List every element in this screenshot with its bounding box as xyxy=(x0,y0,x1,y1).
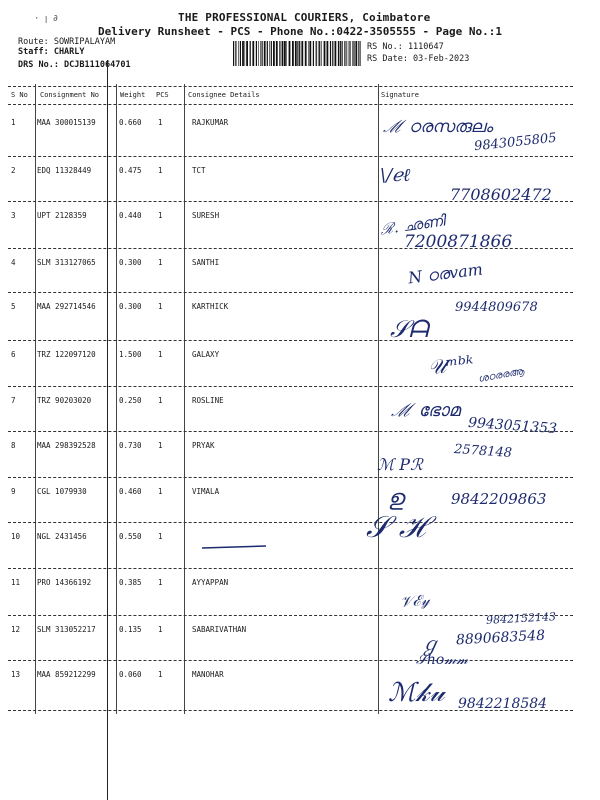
handwritten-phone: 9842218584 xyxy=(458,696,548,712)
handwritten-signature: 𝒱ℰ𝓎 xyxy=(399,590,431,612)
row-pcs: 1 xyxy=(158,166,163,175)
row-consignment-number: TRZ 122097120 xyxy=(37,350,96,359)
row-weight: 0.440 xyxy=(119,211,142,220)
handwritten-signature: ℳ ഭോമ xyxy=(391,400,460,421)
row-consignment-number: MAA 300015139 xyxy=(37,118,96,127)
row-sno: 9 xyxy=(11,487,16,496)
row-separator xyxy=(8,340,573,341)
handwritten-signature: ℳ Pℛ xyxy=(377,455,423,474)
row-consignment-number: NGL 2431456 xyxy=(37,532,87,541)
row-pcs: 1 xyxy=(158,211,163,220)
row-separator xyxy=(8,477,573,478)
row-separator xyxy=(8,568,573,569)
handwritten-signature: ℳ𝓀𝓊 xyxy=(388,678,445,708)
row-sno: 13 xyxy=(11,670,21,679)
row-separator xyxy=(8,156,573,157)
row-consignment-number: TRZ 90203020 xyxy=(37,396,92,405)
header-pcs: PCS xyxy=(156,91,169,99)
row-weight: 1.500 xyxy=(119,350,142,359)
handwritten-note: ശഠരരആ xyxy=(477,366,525,385)
handwritten-phone: 7708602472 xyxy=(450,185,552,204)
header-sno: S No xyxy=(11,91,28,99)
row-consignment-number: CGL 1079930 xyxy=(37,487,87,496)
row-consignee: PRYAK xyxy=(192,441,215,450)
row-sno: 7 xyxy=(11,396,16,405)
row-pcs: 1 xyxy=(158,441,163,450)
row-consignee: RAJKUMAR xyxy=(192,118,229,127)
row-consignment-number: MAA 298392528 xyxy=(37,441,96,450)
drs-number: DRS No.: DCJB111064701 xyxy=(18,60,131,70)
row-pcs: 1 xyxy=(158,670,163,679)
row-sno: 11 xyxy=(11,578,21,587)
row-pcs: 1 xyxy=(158,625,163,634)
handwritten-signature: 𝒮ᗩ xyxy=(390,315,429,343)
handwritten-signature: ℛ. ഛണി xyxy=(379,211,446,239)
row-separator xyxy=(8,386,573,387)
row-pcs: 1 xyxy=(158,302,163,311)
route-label: Route: SOWRIPALAYAM xyxy=(18,37,116,47)
row-sno: 12 xyxy=(11,625,21,634)
handwritten-phone: 7200871866 xyxy=(404,232,513,252)
row-weight: 0.460 xyxy=(119,487,142,496)
header-consignee: Consignee Details xyxy=(188,91,260,99)
row-weight: 0.730 xyxy=(119,441,142,450)
row-consignment-number: EDQ 11328449 xyxy=(37,166,92,175)
row-pcs: 1 xyxy=(158,396,163,405)
company-title: THE PROFESSIONAL COURIERS, Coimbatore xyxy=(178,11,431,24)
row-sno: 10 xyxy=(11,532,21,541)
stray-pen-mark xyxy=(200,540,270,554)
handwritten-signature: N ഠരvam xyxy=(407,259,484,288)
row-weight: 0.300 xyxy=(119,302,142,311)
handwritten-note: 2578148 xyxy=(453,441,513,462)
row-pcs: 1 xyxy=(158,350,163,359)
row-pcs: 1 xyxy=(158,118,163,127)
corner-mark: · ꞁ ∂ xyxy=(34,14,59,24)
row-sno: 6 xyxy=(11,350,16,359)
handwritten-signature: ഉ xyxy=(388,486,404,511)
handwritten-phone: 9943051353 xyxy=(467,414,558,438)
handwritten-phone: 8890683548 xyxy=(455,627,546,649)
handwritten-phone: 9842152143 xyxy=(485,610,557,627)
row-pcs: 1 xyxy=(158,532,163,541)
row-pcs: 1 xyxy=(158,487,163,496)
row-consignment-number: SLM 313127065 xyxy=(37,258,96,267)
row-weight: 0.250 xyxy=(119,396,142,405)
staff-label: Staff: CHARLY xyxy=(18,47,85,57)
row-consignee: ROSLINE xyxy=(192,396,224,405)
row-consignee: SURESH xyxy=(192,211,220,220)
row-weight: 0.300 xyxy=(119,258,142,267)
row-weight: 0.135 xyxy=(119,625,142,634)
row-sno: 2 xyxy=(11,166,16,175)
row-pcs: 1 xyxy=(158,578,163,587)
row-consignee: VIMALA xyxy=(192,487,220,496)
header-consignment: Consignment No xyxy=(40,91,100,99)
row-weight: 0.385 xyxy=(119,578,142,587)
row-consignee: SANTHI xyxy=(192,258,220,267)
rs-number: RS No.: 1110647 xyxy=(367,42,444,52)
handwritten-signature: ℊ xyxy=(420,632,440,656)
row-separator xyxy=(8,660,573,661)
row-sno: 3 xyxy=(11,211,16,220)
row-weight: 0.550 xyxy=(119,532,142,541)
handwritten-signature: 𝒰ᵐᵇᵏ xyxy=(426,350,475,380)
handwritten-phone: 9843055805 xyxy=(473,130,558,155)
handwritten-signature: 𝒮ℎ𝑜𝓂𝓂 xyxy=(416,652,469,668)
row-consignment-number: MAA 859212299 xyxy=(37,670,96,679)
runsheet-subtitle: Delivery Runsheet - PCS - Phone No.:0422-3505555 - Page No.:1 xyxy=(98,25,502,38)
rs-date: RS Date: 03-Feb-2023 xyxy=(367,54,470,64)
row-separator xyxy=(8,292,573,293)
header-weight: Weight xyxy=(120,91,146,99)
row-weight: 0.060 xyxy=(119,670,142,679)
row-weight: 0.475 xyxy=(119,166,142,175)
row-consignment-number: UPT 2128359 xyxy=(37,211,87,220)
row-separator xyxy=(8,522,573,523)
row-sno: 5 xyxy=(11,302,16,311)
row-consignee: SABARIVATHAN xyxy=(192,625,247,634)
row-consignee: GALAXY xyxy=(192,350,220,359)
row-sno: 8 xyxy=(11,441,16,450)
handwritten-signature: \/ℯℓ xyxy=(380,165,411,186)
row-consignment-number: PRO 14366192 xyxy=(37,578,92,587)
row-consignee: KARTHICK xyxy=(192,302,229,311)
row-consignee: AYYAPPAN xyxy=(192,578,229,587)
handwritten-phone: 9944809678 xyxy=(455,300,538,315)
row-pcs: 1 xyxy=(158,258,163,267)
row-consignment-number: MAA 292714546 xyxy=(37,302,96,311)
row-sno: 1 xyxy=(11,118,16,127)
handwritten-phone: 9842209863 xyxy=(451,490,547,508)
header-signature: Signature xyxy=(381,91,419,99)
row-consignment-number: SLM 313052217 xyxy=(37,625,96,634)
row-sno: 4 xyxy=(11,258,16,267)
row-weight: 0.660 xyxy=(119,118,142,127)
row-consignee: TCT xyxy=(192,166,206,175)
handwritten-signature: 𝒮 ℋ xyxy=(366,510,426,545)
row-consignee: MANOHAR xyxy=(192,670,224,679)
handwritten-signature: ℳ ഠരസരുലം xyxy=(383,117,493,137)
